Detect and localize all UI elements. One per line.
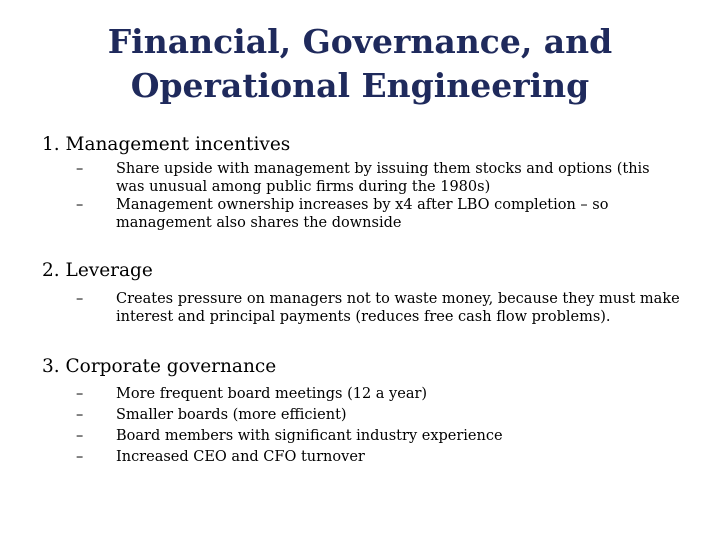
bullet-list (42, 160, 682, 232)
dash-marker: – (76, 428, 84, 444)
bullet-item (42, 426, 682, 447)
bullet-text: More frequent board meetings (12 a year) (116, 386, 428, 402)
slide-title-line-1: Financial, Governance, and (107, 22, 613, 61)
section-heading: 3. Corporate governance (42, 356, 277, 377)
bullet-text: Increased CEO and CFO turnover (116, 449, 365, 465)
slide-title (0, 20, 720, 108)
bullet-text: Board members with significant industry experience (116, 428, 503, 444)
section-corporate-governance (42, 356, 682, 468)
dash-marker: – (76, 407, 84, 423)
bullet-item (42, 447, 682, 468)
bullet-list (42, 290, 682, 326)
section-management-incentives (42, 134, 682, 232)
bullet-text: Share upside with management by issuing them stocks and options (this was unusual among public firms during the 1980s) (116, 161, 650, 195)
dash-marker: – (76, 197, 84, 213)
bullet-text: Creates pressure on managers not to waste money, because they must make interest and principal payments (reduces free cash flow problems). (116, 291, 680, 325)
dash-marker: – (76, 386, 84, 402)
slide-content (42, 134, 682, 468)
bullet-item (42, 405, 682, 426)
section-leverage (42, 260, 682, 326)
bullet-text: Management ownership increases by x4 after LBO completion – so management also shares the downside (116, 197, 609, 231)
bullet-item (42, 160, 682, 196)
section-heading: 1. Management incentives (42, 134, 291, 155)
bullet-item (42, 290, 682, 326)
section-heading: 2. Leverage (42, 260, 153, 281)
bullet-list (42, 384, 682, 468)
dash-marker: – (76, 291, 84, 307)
bullet-text: Smaller boards (more efficient) (116, 407, 347, 423)
bullet-item (42, 384, 682, 405)
bullet-item (42, 196, 682, 232)
dash-marker: – (76, 449, 84, 465)
dash-marker: – (76, 161, 84, 177)
slide-title-line-2: Operational Engineering (130, 66, 590, 105)
